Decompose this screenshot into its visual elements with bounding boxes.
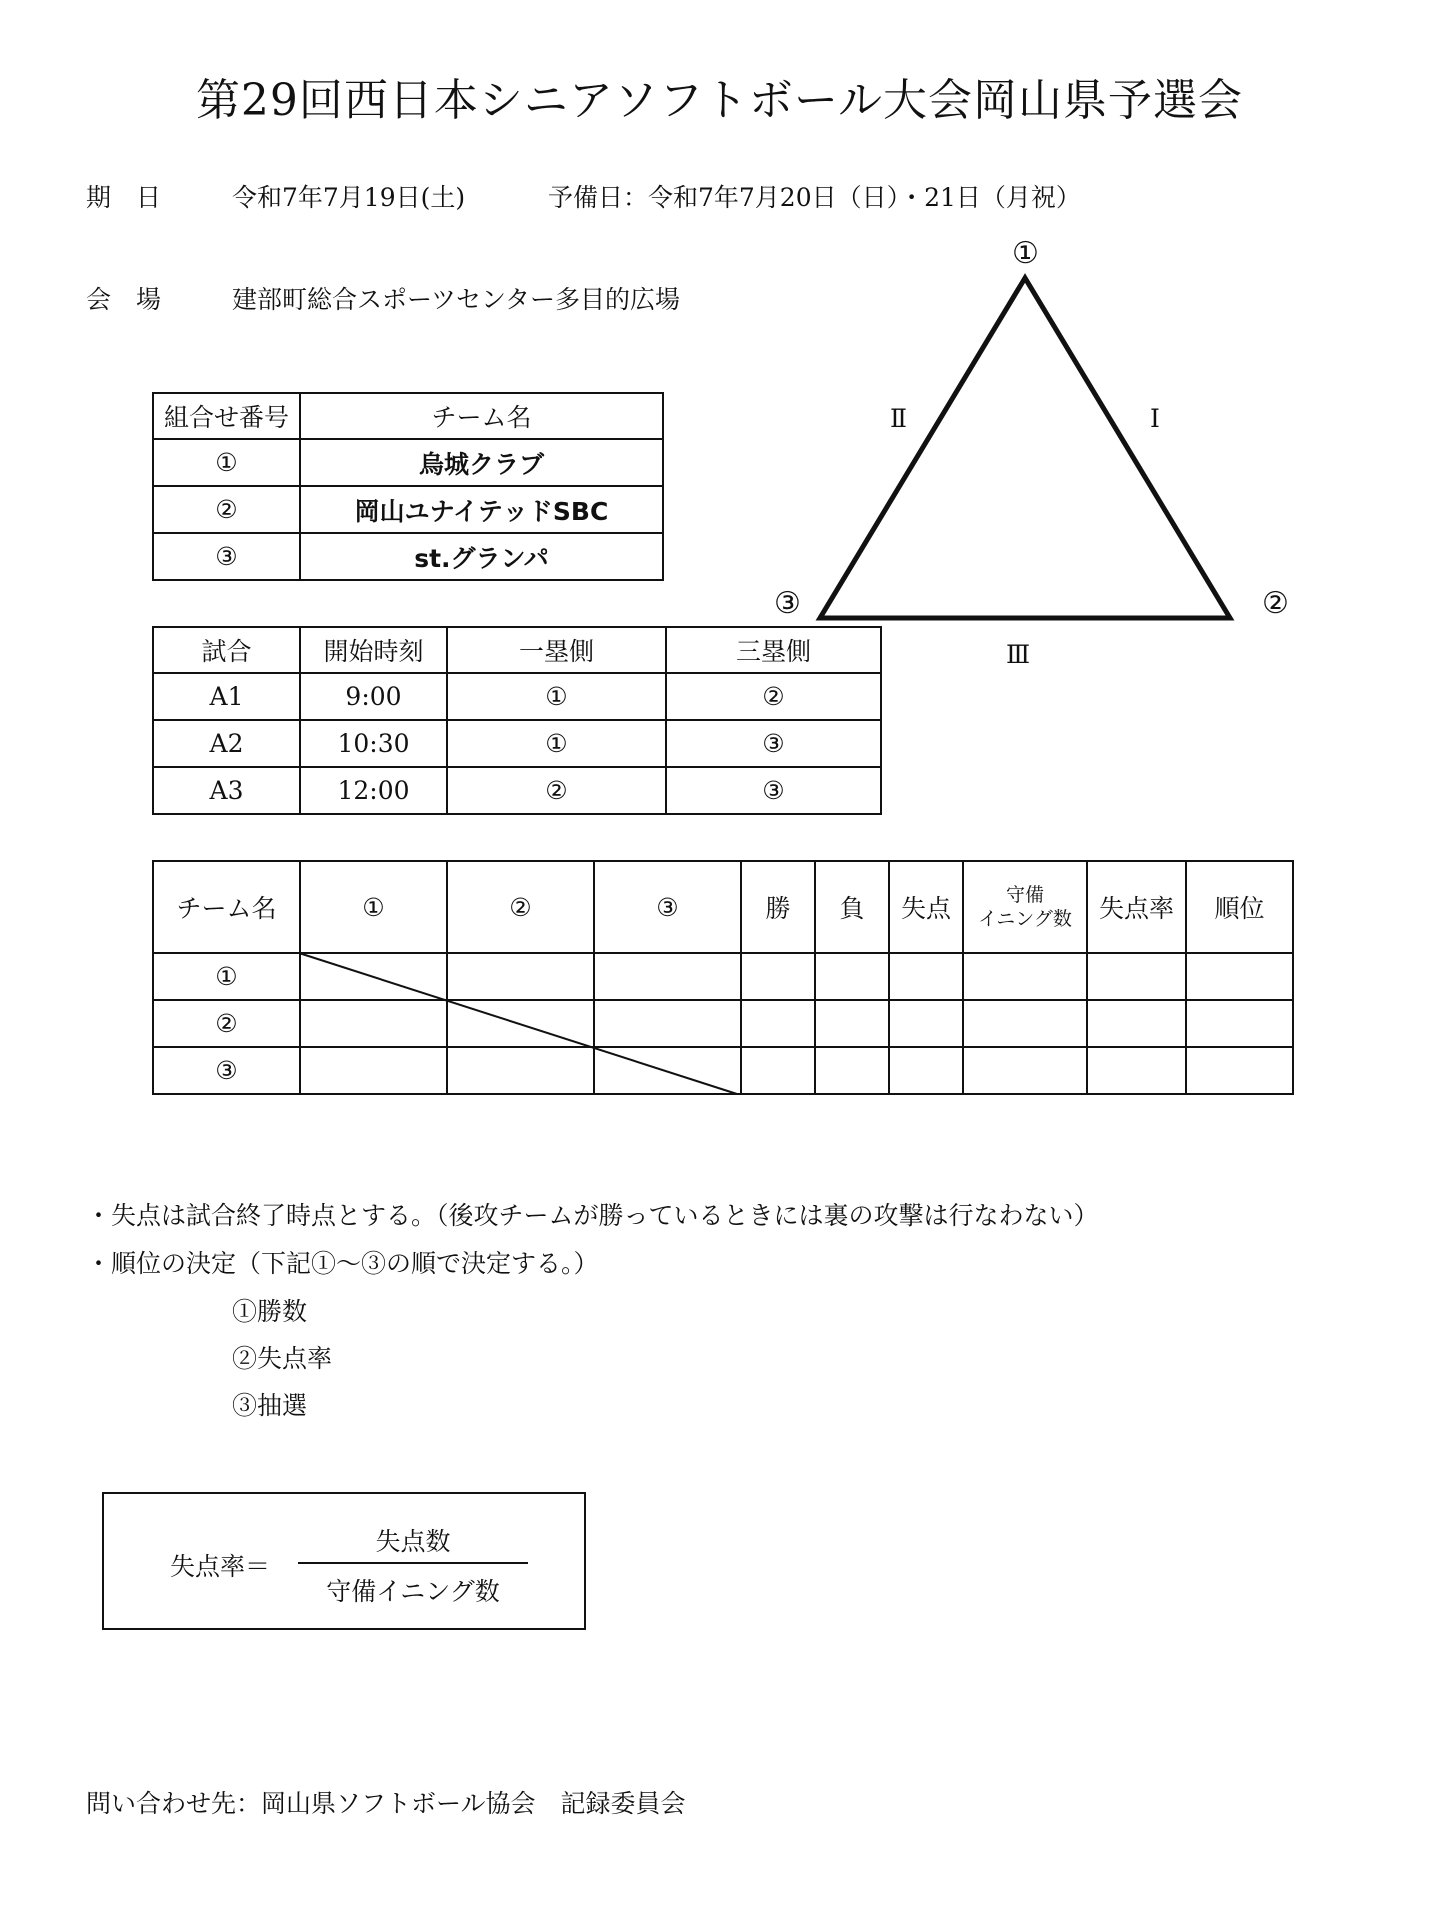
games-table — [152, 626, 882, 815]
result-cell — [594, 953, 741, 1000]
teams-header-name: チーム名 — [300, 393, 663, 439]
game-third-base: ③ — [666, 767, 881, 814]
result-cell — [300, 953, 447, 1000]
result-cell — [594, 1047, 741, 1094]
date-label: 期 日 — [86, 183, 162, 212]
results-header-defensive-innings — [963, 861, 1087, 953]
game-id: A1 — [153, 673, 300, 720]
note-ranking: ・順位の決定（下記①～③の順で決定する。） — [86, 1249, 599, 1278]
vertex-label-2: ② — [1262, 586, 1289, 621]
result-cell — [300, 1047, 447, 1094]
results-team: ③ — [153, 1047, 300, 1094]
result-cell — [963, 1000, 1087, 1047]
result-cell — [1186, 953, 1293, 1000]
game-time: 12:00 — [300, 767, 447, 814]
result-cell — [1087, 953, 1186, 1000]
formula-lhs: 失点率＝ — [170, 1552, 271, 1581]
game-id: A3 — [153, 767, 300, 814]
game-first-base: ① — [447, 673, 666, 720]
result-cell — [1087, 1000, 1186, 1047]
team-number: ③ — [153, 533, 300, 580]
games-header-first-base: 一塁側 — [447, 627, 666, 673]
result-cell — [815, 1047, 889, 1094]
result-cell — [741, 1047, 815, 1094]
result-cell — [447, 1000, 594, 1047]
teams-table — [152, 392, 664, 581]
vertex-label-3: ③ — [774, 586, 801, 621]
result-cell — [815, 1000, 889, 1047]
result-cell — [815, 953, 889, 1000]
formula-numerator: 失点数 — [375, 1527, 451, 1556]
result-cell — [963, 1047, 1087, 1094]
result-cell — [594, 1000, 741, 1047]
results-header-vs-3: ③ — [594, 861, 741, 953]
table-row — [153, 1000, 1293, 1047]
date-value: 令和7年7月19日(土) — [232, 183, 466, 212]
page-title: 第29回西日本シニアソフトボール大会岡山県予選会 — [195, 75, 1244, 126]
team-number: ① — [153, 439, 300, 486]
table-row — [153, 533, 663, 580]
table-row — [153, 486, 663, 533]
note-runs-allowed: ・失点は試合終了時点とする。（後攻チームが勝っているときには裏の攻撃は行なわない） — [86, 1201, 1099, 1230]
defensive-innings-line2: イニング数 — [978, 908, 1072, 930]
table-row — [153, 720, 881, 767]
result-cell — [447, 953, 594, 1000]
game-id: A2 — [153, 720, 300, 767]
ranking-item-1: ①勝数 — [232, 1297, 308, 1326]
result-cell — [1186, 1047, 1293, 1094]
results-header-losses: 負 — [815, 861, 889, 953]
vertex-label-1: ① — [1012, 236, 1039, 271]
table-row — [153, 953, 1293, 1000]
result-cell — [889, 1000, 963, 1047]
game-first-base: ② — [447, 767, 666, 814]
game-time: 10:30 — [300, 720, 447, 767]
side-label-1: Ⅰ — [1150, 404, 1160, 433]
results-header-team: チーム名 — [153, 861, 300, 953]
results-header-runs-allowed-rate: 失点率 — [1087, 861, 1186, 953]
teams-header-number: 組合せ番号 — [153, 393, 300, 439]
side-label-3: Ⅲ — [1006, 640, 1031, 669]
results-header-runs-allowed: 失点 — [889, 861, 963, 953]
triangle-shape — [820, 278, 1230, 618]
game-time: 9:00 — [300, 673, 447, 720]
venue-value: 建部町総合スポーツセンター多目的広場 — [232, 285, 681, 314]
team-name: 烏城クラブ — [300, 439, 663, 486]
result-cell — [889, 1047, 963, 1094]
result-cell — [741, 953, 815, 1000]
table-row — [153, 439, 663, 486]
result-cell — [1186, 1000, 1293, 1047]
results-team: ② — [153, 1000, 300, 1047]
result-cell — [300, 1000, 447, 1047]
games-header-time: 開始時刻 — [300, 627, 447, 673]
results-team: ① — [153, 953, 300, 1000]
table-row — [153, 1047, 1293, 1094]
table-row — [153, 767, 881, 814]
side-label-2: Ⅱ — [890, 404, 907, 433]
contact-info: 問い合わせ先：岡山県ソフトボール協会 記録委員会 — [86, 1789, 686, 1818]
ranking-item-2: ②失点率 — [232, 1344, 333, 1373]
round-robin-triangle-diagram — [770, 230, 1310, 670]
team-name: st.グランパ — [300, 533, 663, 580]
games-header-third-base: 三塁側 — [666, 627, 881, 673]
games-header-game: 試合 — [153, 627, 300, 673]
game-first-base: ① — [447, 720, 666, 767]
results-header-rank: 順位 — [1186, 861, 1293, 953]
team-number: ② — [153, 486, 300, 533]
result-cell — [447, 1047, 594, 1094]
results-header-vs-2: ② — [447, 861, 594, 953]
ranking-item-3: ③抽選 — [232, 1391, 308, 1420]
reserve-date: 予備日：令和7年7月20日（日）・21日（月祝） — [548, 183, 1081, 212]
results-table — [152, 860, 1294, 1095]
venue-label: 会 場 — [86, 285, 162, 314]
result-cell — [963, 953, 1087, 1000]
formula-denominator: 守備イニング数 — [326, 1577, 500, 1606]
defensive-innings-line1: 守備 — [1005, 884, 1044, 906]
result-cell — [1087, 1047, 1186, 1094]
game-third-base: ③ — [666, 720, 881, 767]
team-name: 岡山ユナイテッドSBC — [300, 486, 663, 533]
fraction-bar — [298, 1562, 528, 1564]
game-third-base: ② — [666, 673, 881, 720]
result-cell — [741, 1000, 815, 1047]
table-row — [153, 673, 881, 720]
results-header-vs-1: ① — [300, 861, 447, 953]
result-cell — [889, 953, 963, 1000]
results-header-wins: 勝 — [741, 861, 815, 953]
